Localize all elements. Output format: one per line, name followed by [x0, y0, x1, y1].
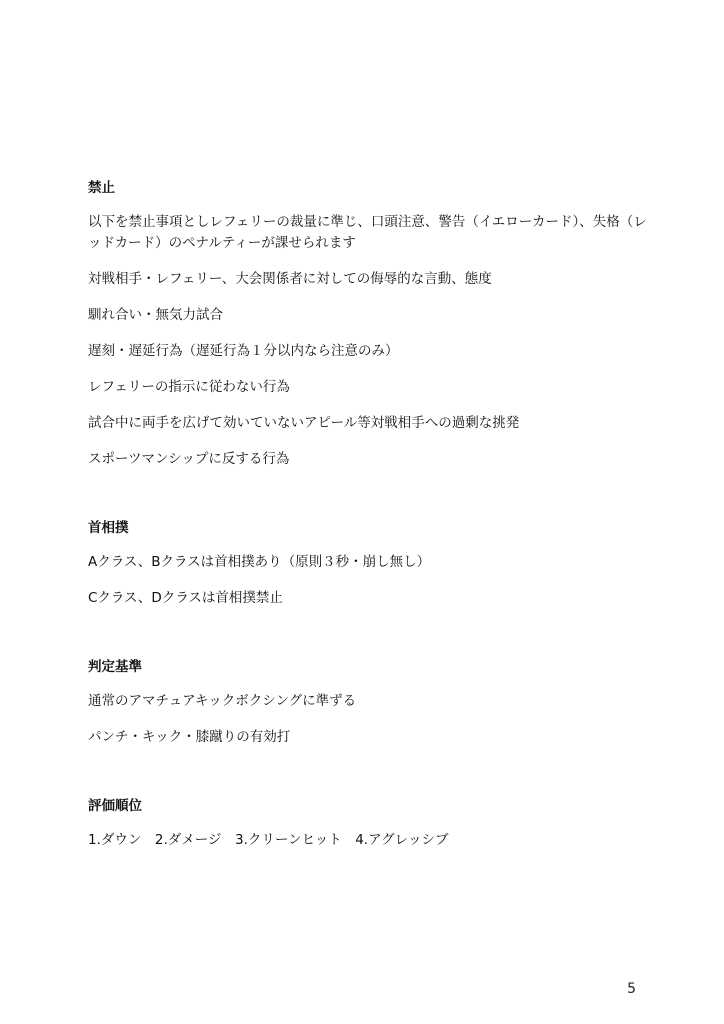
paragraph: レフェリーの指示に従わない行為: [88, 379, 290, 395]
paragraph: 試合中に両手を広げて効いていないアピール等対戦相手への過剰な挑発: [88, 415, 520, 431]
page-number: 5: [627, 981, 636, 997]
paragraph: 以下を禁止事項としレフェリーの裁量に準じ、口頭注意、警告（イエローカード）、失格（レッドカード）のペナルティーが課せられます: [88, 214, 647, 251]
section-heading: 判定基準: [88, 659, 142, 675]
section-judging-criteria: [88, 657, 648, 748]
paragraph: スポーツマンシップに反する行為: [88, 451, 290, 467]
paragraph: Cクラス、Dクラスは首相撲禁止: [88, 590, 283, 606]
paragraph: 遅刻・遅延行為（遅延行為１分以内なら注意のみ）: [88, 343, 399, 359]
section-clinch: [88, 518, 648, 609]
evaluation-order-line: 1.ダウン 2.ダメージ 3.クリーンヒット 4.アグレッシブ: [88, 832, 449, 848]
section-heading: 禁止: [88, 180, 115, 196]
paragraph: 馴れ合い・無気力試合: [88, 307, 223, 323]
section-heading: 評価順位: [88, 798, 142, 814]
page-content: [88, 178, 648, 899]
paragraph: 対戦相手・レフェリー、大会関係者に対しての侮辱的な言動、態度: [88, 271, 492, 287]
paragraph: パンチ・キック・膝蹴りの有効打: [88, 729, 291, 745]
paragraph: Aクラス、Bクラスは首相撲あり（原則３秒・崩し無し）: [88, 554, 431, 570]
section-prohibitions: [88, 178, 648, 470]
paragraph: 通常のアマチュアキックボクシングに準ずる: [88, 693, 357, 709]
section-evaluation-order: [88, 796, 648, 851]
section-heading: 首相撲: [88, 520, 129, 536]
